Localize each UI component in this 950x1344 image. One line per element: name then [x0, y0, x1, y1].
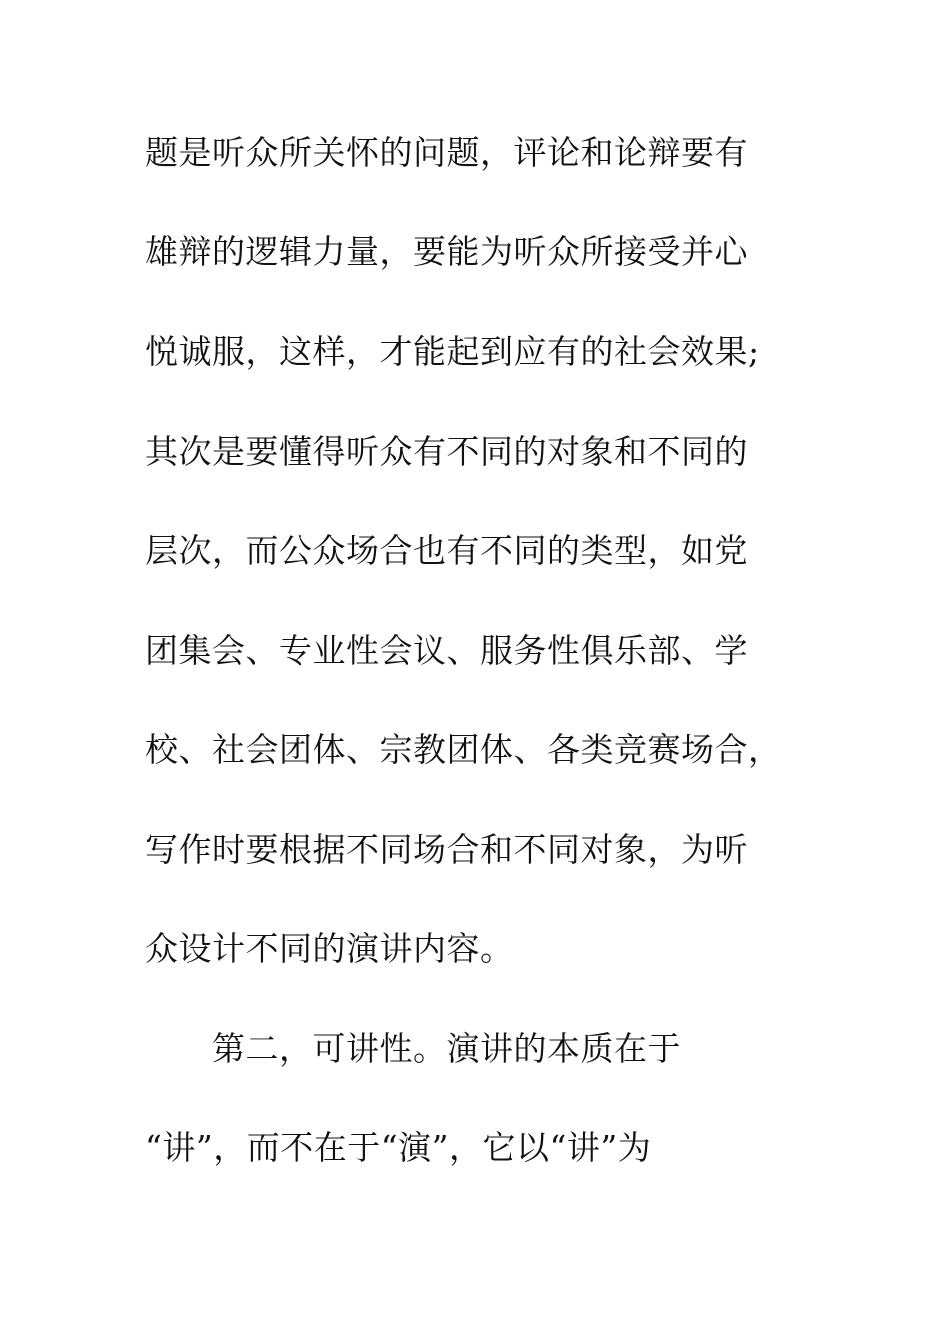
paragraph-start-line: 第二，可讲性。演讲的本质在于	[212, 1029, 681, 1068]
text-line-11: “讲”，而不在于“演”，它以“讲”为	[145, 1128, 652, 1167]
text-line-2: 雄辩的逻辑力量，要能为听众所接受并心	[145, 232, 748, 271]
text-line-4: 其次是要懂得听众有不同的对象和不同的	[145, 432, 748, 471]
text-line-3: 悦诚服，这样，才能起到应有的社会效果;	[145, 332, 760, 371]
text-line-7: 校、社会团体、宗教团体、各类竞赛场合，	[145, 730, 782, 769]
text-line-8: 写作时要根据不同场合和不同对象，为听	[145, 830, 748, 869]
text-line-1: 题是听众所关怀的问题，评论和论辩要有	[145, 133, 748, 172]
text-line-6: 团集会、专业性会议、服务性俱乐部、学	[145, 631, 748, 670]
text-line-5: 层次，而公众场合也有不同的类型，如党	[145, 531, 748, 570]
text-line-9: 众设计不同的演讲内容。	[145, 929, 514, 968]
